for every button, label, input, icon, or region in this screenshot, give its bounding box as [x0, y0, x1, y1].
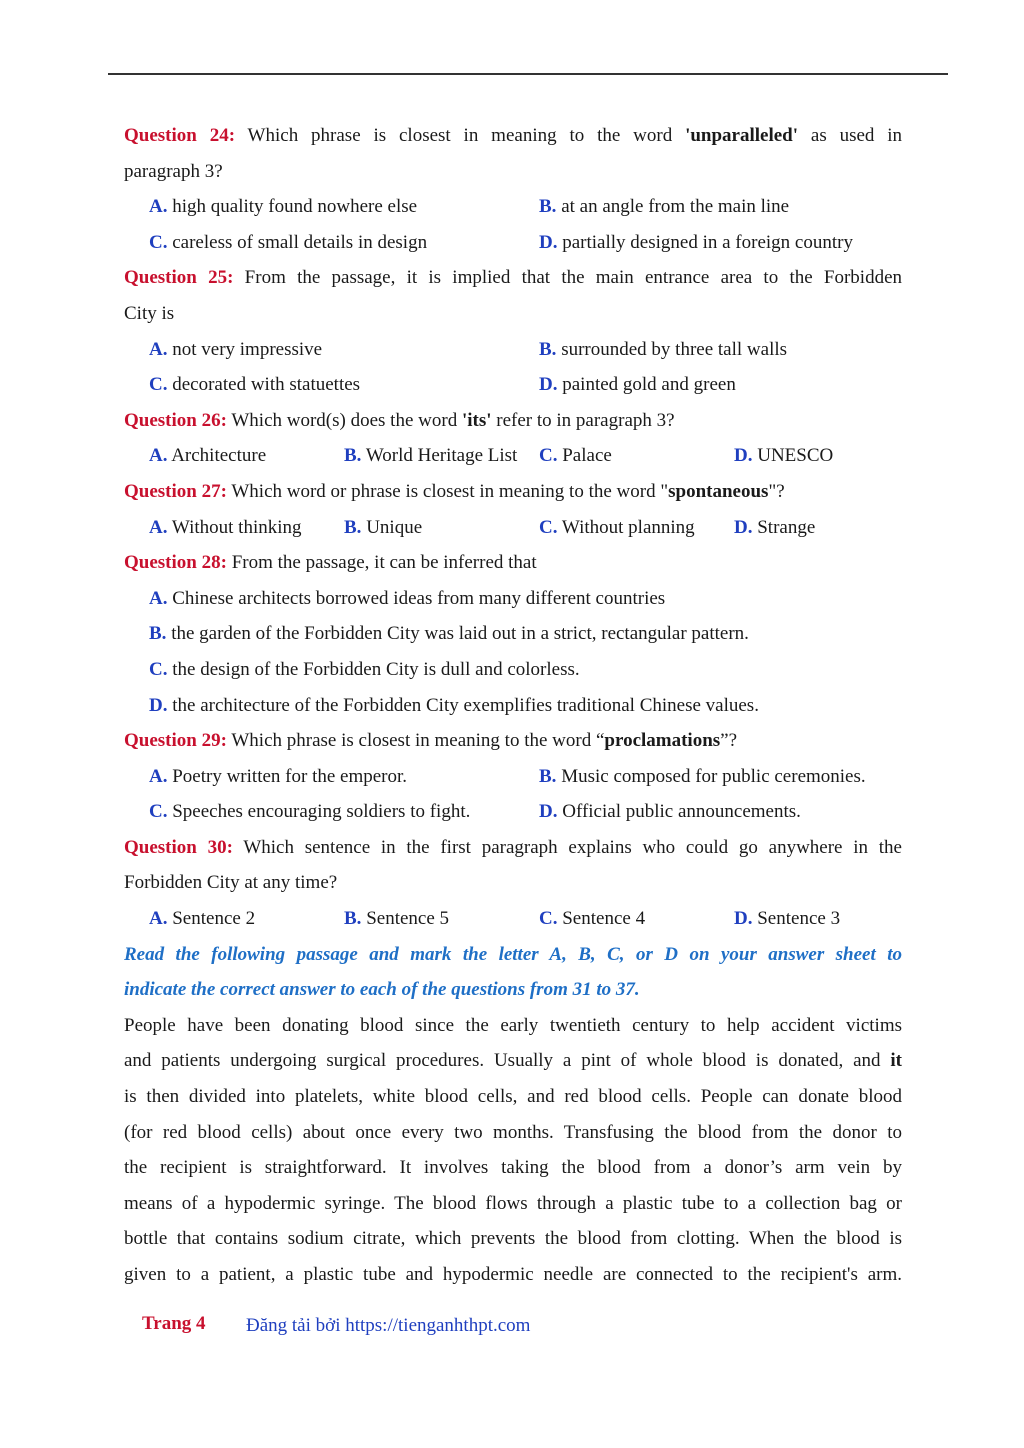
option-c[interactable]: C. Speeches encouraging soldiers to fight.	[149, 801, 471, 823]
question-text: "?	[768, 480, 785, 502]
page-content	[124, 118, 902, 1293]
options-row	[124, 794, 902, 830]
option-c[interactable]: C. Sentence 4	[539, 908, 646, 930]
options-row	[124, 759, 902, 795]
option-d[interactable]: D. Sentence 3	[734, 908, 841, 930]
passage-keyword: it	[890, 1050, 902, 1072]
question-label: Question 29:	[124, 730, 227, 752]
option-a[interactable]: A. Architecture	[149, 445, 267, 467]
question-text: Which phrase is closest in meaning to the word “	[231, 730, 605, 752]
question-keyword: proclamations	[604, 730, 721, 752]
question-keyword: spontaneous	[668, 480, 769, 502]
question-25	[124, 260, 902, 402]
question-text: Which word(s) does the word	[231, 409, 458, 431]
option-b[interactable]: B. the garden of the Forbidden City was laid out in a strict, rectangular pattern.	[149, 623, 749, 645]
options-row	[124, 332, 902, 368]
question-text: From the passage, it is implied that the main entrance area to the Forbidden	[244, 267, 902, 289]
question-stem	[124, 723, 902, 759]
question-text: ”?	[720, 730, 738, 752]
upload-credit-link[interactable]: Đăng tải bởi https://tienganhthpt.com	[246, 1315, 531, 1336]
question-29	[124, 723, 902, 830]
section-instruction-continued: indicate the correct answer to each of the questions from 31 to 37.	[124, 979, 640, 1001]
reading-passage	[124, 1008, 902, 1293]
options-row	[124, 367, 902, 403]
passage-line: the recipient is straightforward. It involves taking the blood from a donor’s arm vein by	[124, 1157, 902, 1179]
option-b[interactable]: B. Sentence 5	[344, 908, 450, 930]
option-c[interactable]: C. Palace	[539, 445, 612, 467]
option-a[interactable]: A. Chinese architects borrowed ideas from many different countries	[149, 587, 666, 609]
question-text-continued: paragraph 3?	[124, 160, 223, 182]
option-b[interactable]: B. at an angle from the main line	[539, 196, 790, 218]
option-d[interactable]: D. the architecture of the Forbidden City exemplifies traditional Chinese values.	[149, 694, 759, 716]
question-label: Question 28:	[124, 552, 227, 574]
question-28	[124, 545, 902, 723]
option-c[interactable]: C. the design of the Forbidden City is dull and colorless.	[149, 658, 580, 680]
passage-line: is then divided into platelets, white blood cells, and red blood cells. People can donate blood	[124, 1086, 902, 1108]
option-a[interactable]: A. Without thinking	[149, 516, 302, 538]
question-stem	[124, 260, 902, 296]
question-keyword: 'unparalleled'	[685, 125, 799, 146]
question-label: Question 25:	[124, 267, 234, 289]
option-b[interactable]: B. surrounded by three tall walls	[539, 338, 788, 360]
question-27	[124, 474, 902, 545]
option-b[interactable]: B. Unique	[344, 516, 423, 538]
passage-line: and patients undergoing surgical procedures. Usually a pint of whole blood is donated, and it	[124, 1050, 902, 1072]
options-row	[124, 901, 902, 937]
question-keyword: 'its'	[461, 409, 492, 431]
option-a[interactable]: A. Sentence 2	[149, 908, 256, 930]
option-b[interactable]: B. Music composed for public ceremonies.	[539, 765, 866, 787]
options-row	[124, 438, 902, 474]
question-stem	[124, 830, 902, 866]
page-number: Trang 4	[142, 1313, 206, 1334]
option-a[interactable]: A. not very impressive	[149, 338, 323, 360]
passage-line: (for red blood cells) about once every two months. Transfusing the blood from the donor to	[124, 1121, 902, 1143]
question-stem	[124, 474, 902, 510]
section-instruction: Read the following passage and mark the letter A, B, C, or D on your answer sheet to	[124, 943, 902, 965]
question-stem	[124, 118, 902, 154]
question-stem	[124, 545, 902, 581]
passage-line: bottle that contains sodium citrate, which prevents the blood from clotting. When the blood is	[124, 1228, 902, 1250]
options-row	[124, 510, 902, 546]
page-footer	[142, 1313, 531, 1336]
option-d[interactable]: D. painted gold and green	[539, 374, 736, 396]
passage-line: People have been donating blood since the early twentieth century to help accident victims	[124, 1014, 902, 1036]
question-text: Which word or phrase is closest in meaning to the word "	[231, 480, 669, 502]
passage-line: given to a patient, a plastic tube and hypodermic needle are connected to the recipient's arm.	[124, 1264, 902, 1285]
header-rule	[108, 73, 948, 75]
question-text: Which sentence in the first paragraph explains who could go anywhere in the	[243, 836, 902, 858]
question-text: From the passage, it can be inferred that	[231, 552, 537, 574]
option-d[interactable]: D. Strange	[734, 516, 816, 538]
question-30	[124, 830, 902, 937]
option-d[interactable]: D. partially designed in a foreign country	[539, 231, 853, 253]
question-text-continued: Forbidden City at any time?	[124, 872, 338, 894]
option-d[interactable]: D. UNESCO	[734, 445, 834, 467]
option-c[interactable]: C. careless of small details in design	[149, 231, 428, 253]
passage-line: means of a hypodermic syringe. The blood flows through a plastic tube to a collection bag or	[124, 1192, 902, 1214]
question-label: Question 30:	[124, 836, 233, 858]
option-a[interactable]: A. high quality found nowhere else	[149, 196, 418, 218]
question-text-continued: City is	[124, 302, 175, 324]
question-stem	[124, 403, 902, 439]
option-b[interactable]: B. World Heritage List	[344, 445, 518, 467]
option-c[interactable]: C. Without planning	[539, 516, 695, 538]
question-text: Which phrase is closest in meaning to the word	[247, 125, 673, 146]
option-a[interactable]: A. Poetry written for the emperor.	[149, 765, 408, 787]
question-text: as used in	[810, 125, 902, 146]
options-row	[124, 189, 902, 225]
question-label: Question 26:	[124, 409, 227, 431]
option-d[interactable]: D. Official public announcements.	[539, 801, 801, 823]
option-c[interactable]: C. decorated with statuettes	[149, 374, 361, 396]
options-row	[124, 225, 902, 261]
question-text: refer to in paragraph 3?	[496, 409, 675, 431]
question-26	[124, 403, 902, 474]
question-24	[124, 118, 902, 260]
question-label: Question 27:	[124, 480, 227, 502]
question-label: Question 24:	[124, 125, 236, 146]
